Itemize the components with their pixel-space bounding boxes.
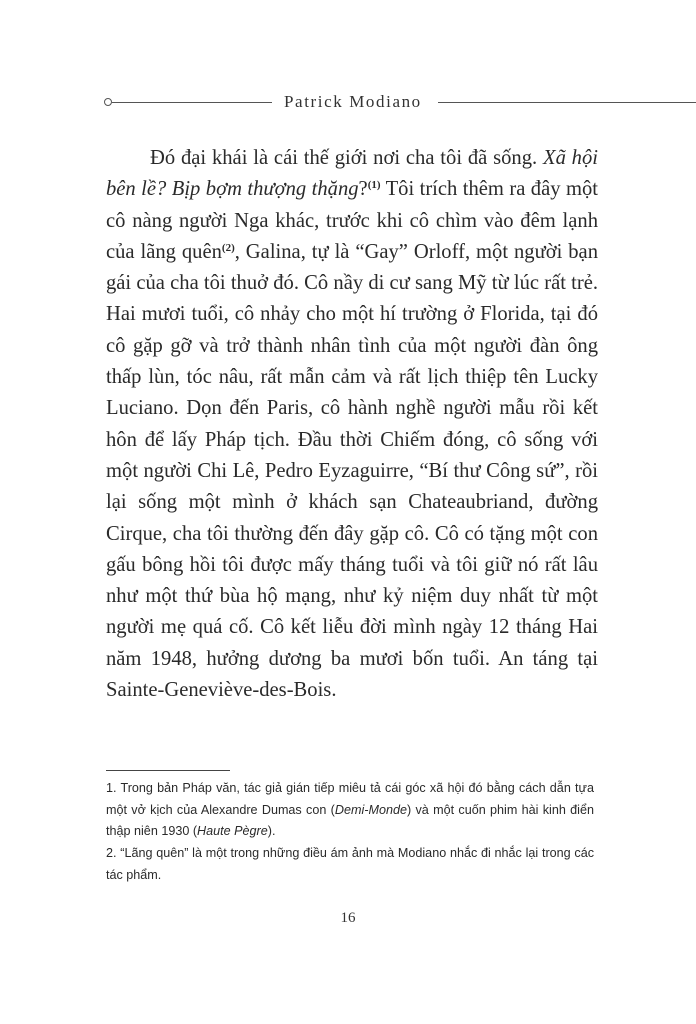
main-text bbox=[106, 143, 598, 706]
footnote-1-text-b: ) và một cuốn phim hài kinh điển thập niên 1930 ( bbox=[106, 802, 594, 839]
sentence-2: Tôi trích thêm ra đây một cô nàng người Nga khác, trước khi cô chìm vào đêm lạnh của lãng quên bbox=[106, 178, 598, 263]
footnote-ref-1: (1) bbox=[367, 179, 381, 192]
header-rule-left bbox=[112, 102, 272, 103]
footnote-1 bbox=[106, 778, 594, 843]
footnote-1-italic-title-2: Haute Pègre bbox=[197, 824, 268, 839]
footnote-ref-2: (2) bbox=[221, 241, 235, 254]
italic-phrase: Xã hội bên lề? Bịp bợm thượng thặng bbox=[106, 147, 598, 201]
body-paragraph bbox=[106, 143, 598, 706]
running-header bbox=[0, 92, 696, 114]
sentence-1: Đó đại khái là cái thế giới nơi cha tôi đã sống. bbox=[150, 147, 543, 169]
header-rule-right bbox=[438, 102, 696, 103]
footnote-1-italic-title-1: Demi-Monde bbox=[334, 802, 407, 817]
sentence-3: , Galina, tự là “Gay” Orloff, một người bạn gái của cha tôi thuở đó. Cô nầy di cư sang Mỹ từ lúc rất trẻ. Hai mươi tuổi, cô nhảy cho một hí trường ở Florida, tại đó cô gặp gỡ và trở thành nhân tình của một người đàn ông thấp lùn, tóc nâu, rất mẫn cảm và rất lịch thiệp tên Lucky Luciano. Dọn đến Paris, cô hành nghề người mẫu rồi kết hôn để lấy Pháp tịch. Đầu thời Chiếm đóng, cô sống với một người Chi Lê, Pedro Eyzaguirre, “Bí thư Công sứ”, rồi lại sống một mình ở khách sạn Chateaubriand, đường Cirque, cha tôi thường đến đây gặp cô. Cô có tặng một con gấu bông hồi tôi được mấy tháng tuổi và tôi giữ nó rất lâu như một thứ bùa hộ mạng, như kỷ niệm duy nhất từ một người mẹ quá cố. Cô kết liễu đời mình ngày 12 tháng Hai năm 1948, hưởng dương ba mươi bốn tuổi. An táng tại Sainte-Geneviève-des-Bois. bbox=[106, 240, 598, 702]
footnote-1-text-a: 1. Trong bản Pháp văn, tác giả gián tiếp miêu tả cái góc xã hội đó bằng cách dẫn tựa một vở kịch của Alexandre Dumas con ( bbox=[106, 781, 594, 817]
footnotes bbox=[106, 778, 594, 887]
question-mark: ? bbox=[358, 178, 368, 201]
running-title: Patrick Modiano bbox=[284, 92, 422, 111]
footnote-separator bbox=[106, 770, 230, 771]
footnote-1-text-c: ). bbox=[267, 824, 276, 839]
ornament-circle-icon bbox=[104, 98, 112, 106]
page-number: 16 bbox=[340, 910, 356, 926]
footnote-2: 2. “Lãng quên” là một trong những điều ám ảnh mà Modiano nhắc đi nhắc lại trong các tác phẩm. bbox=[106, 846, 594, 882]
